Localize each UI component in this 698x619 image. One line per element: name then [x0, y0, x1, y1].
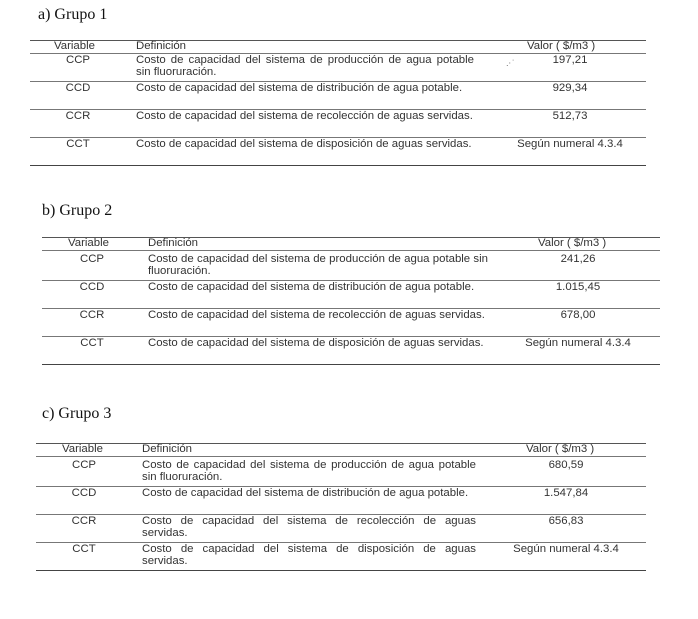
group-2-table [42, 237, 660, 365]
table-row [36, 459, 646, 487]
value-cell: 1.015,45 [555, 281, 601, 293]
column-header-variable: Variable [68, 237, 109, 249]
variable-cell: CCT [72, 543, 96, 555]
group-2-title: b) Grupo 2 [42, 202, 113, 219]
value-cell: Según numeral 4.3.4 [513, 543, 619, 555]
value-cell: 1.547,84 [543, 487, 589, 499]
table-row [30, 82, 646, 110]
column-header-definition: Definición [148, 237, 199, 249]
definition-cell: Costo de capacidad del sistema de distribución de agua potable. [148, 281, 475, 293]
header-rule [36, 456, 646, 457]
definition-cell: Costo de capacidad del sistema de disposición de aguas servidas. [148, 337, 484, 349]
value-cell: 197,21 [552, 54, 588, 66]
table-row [30, 54, 646, 82]
table-row [42, 281, 660, 309]
definition-cell: Costo de capacidad del sistema de disposición de aguas servidas. [142, 543, 476, 567]
value-cell: Según numeral 4.3.4 [525, 337, 631, 349]
column-header-value: Valor ( $/m3 ) [526, 443, 595, 455]
column-header-definition: Definición [136, 40, 187, 52]
value-cell: Según numeral 4.3.4 [517, 138, 623, 150]
group-3-table [36, 443, 646, 571]
table-row [42, 337, 660, 365]
variable-cell: CCR [71, 515, 97, 527]
group-1-title: a) Grupo 1 [38, 6, 108, 23]
definition-cell: Costo de capacidad del sistema de recolección de aguas servidas. [142, 515, 476, 539]
variable-cell: CCD [71, 487, 97, 499]
table-row [30, 138, 646, 166]
column-header-definition: Definición [142, 443, 193, 455]
group-1-table [30, 40, 646, 164]
table-row [30, 110, 646, 138]
value-cell: 656,83 [548, 515, 584, 527]
header-rule [42, 250, 660, 251]
definition-cell: Costo de capacidad del sistema de producción de agua potable sin fluoruración. [142, 459, 476, 483]
column-header-value: Valor ( $/m3 ) [538, 237, 607, 249]
group-3-title: c) Grupo 3 [42, 405, 112, 422]
table-row [36, 515, 646, 543]
variable-cell: CCP [79, 253, 105, 265]
variable-cell: CCR [65, 110, 91, 122]
definition-cell: Costo de capacidad del sistema de recolección de aguas servidas. [148, 309, 485, 321]
table-row [36, 487, 646, 515]
variable-cell: CCT [66, 138, 90, 150]
variable-cell: CCD [65, 82, 91, 94]
value-cell: 241,26 [560, 253, 596, 265]
value-cell: 512,73 [552, 110, 588, 122]
column-header-variable: Variable [54, 40, 95, 52]
definition-cell: Costo de capacidad del sistema de distribución de agua potable. [142, 487, 469, 499]
column-header-variable: Variable [62, 443, 103, 455]
definition-cell: Costo de capacidad del sistema de producción de agua potable sin fluoruración. [148, 253, 488, 277]
table-row [42, 309, 660, 337]
variable-cell: CCT [80, 337, 104, 349]
table-row [36, 543, 646, 571]
value-cell: 678,00 [560, 309, 596, 321]
column-header-value: Valor ( $/m3 ) [527, 40, 596, 52]
variable-cell: CCR [79, 309, 105, 321]
value-cell: 680,59 [548, 459, 584, 471]
definition-cell: Costo de capacidad del sistema de distribución de agua potable. [136, 82, 463, 94]
scan-speck: .·˙ [506, 59, 516, 68]
table-bottom-rule [30, 165, 646, 166]
value-cell: 929,34 [552, 82, 588, 94]
table-bottom-rule [36, 570, 646, 571]
variable-cell: CCP [65, 54, 91, 66]
definition-cell: Costo de capacidad del sistema de disposición de aguas servidas. [136, 138, 472, 150]
variable-cell: CCP [71, 459, 97, 471]
table-row [42, 253, 660, 281]
definition-cell: Costo de capacidad del sistema de producción de agua potable sin fluoruración. [136, 54, 474, 78]
definition-cell: Costo de capacidad del sistema de recolección de aguas servidas. [136, 110, 473, 122]
table-bottom-rule [42, 364, 660, 365]
variable-cell: CCD [79, 281, 105, 293]
